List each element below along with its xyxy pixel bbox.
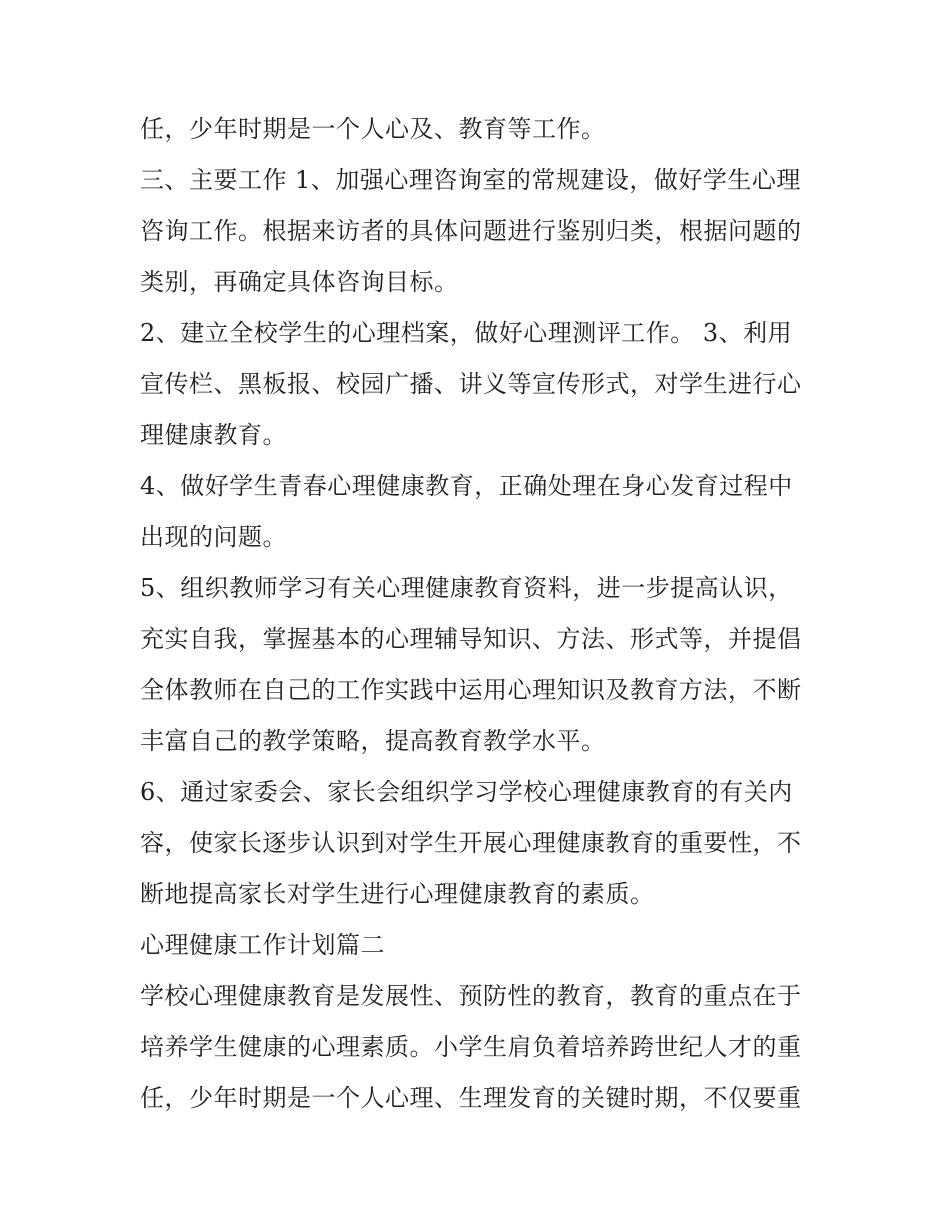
text-line: 三、主要工作 1、加强心理咨询室的常规建设，做好学生心理	[140, 166, 801, 194]
text-line: 6、通过家委会、家长会组织学习学校心理健康教育的有关内	[140, 778, 793, 806]
text-line: 任，少年时期是一个人心及、教育等工作。	[140, 115, 606, 143]
text-line: 全体教师在自己的工作实践中运用心理知识及教育方法，不断	[140, 676, 802, 704]
text-line: 学校心理健康教育是发展性、预防性的教育，教育的重点在于	[140, 982, 802, 1010]
text-line: 2、建立全校学生的心理档案，做好心理测评工作。 3、利用	[140, 319, 793, 347]
text-line: 出现的问题。	[140, 523, 287, 551]
text-line: 培养学生健康的心理素质。小学生肩负着培养跨世纪人才的重	[140, 1033, 802, 1061]
document-body	[140, 104, 815, 1124]
text-line: 咨询工作。根据来访者的具体问题进行鉴别归类，根据问题的	[140, 217, 802, 245]
text-line: 4、做好学生青春心理健康教育，正确处理在身心发育过程中	[140, 472, 793, 500]
text-line: 类别，再确定具体咨询目标。	[140, 268, 459, 296]
text-line: 充实自我，掌握基本的心理辅导知识、方法、形式等，并提倡	[140, 625, 802, 653]
text-line: 容，使家长逐步认识到对学生开展心理健康教育的重要性，不	[140, 829, 802, 857]
section-heading: 心理健康工作计划篇二	[140, 931, 385, 959]
text-line: 宣传栏、黑板报、校园广播、讲义等宣传形式，对学生进行心	[140, 370, 802, 398]
text-line: 断地提高家长对学生进行心理健康教育的素质。	[140, 880, 655, 908]
text-line: 理健康教育。	[140, 421, 287, 449]
text-line: 任，少年时期是一个人心理、生理发育的关键时期，不仅要重	[140, 1084, 802, 1112]
text-line: 5、组织教师学习有关心理健康教育资料，进一步提高认识，	[140, 574, 793, 602]
text-line: 丰富自己的教学策略，提高教育教学水平。	[140, 727, 606, 755]
